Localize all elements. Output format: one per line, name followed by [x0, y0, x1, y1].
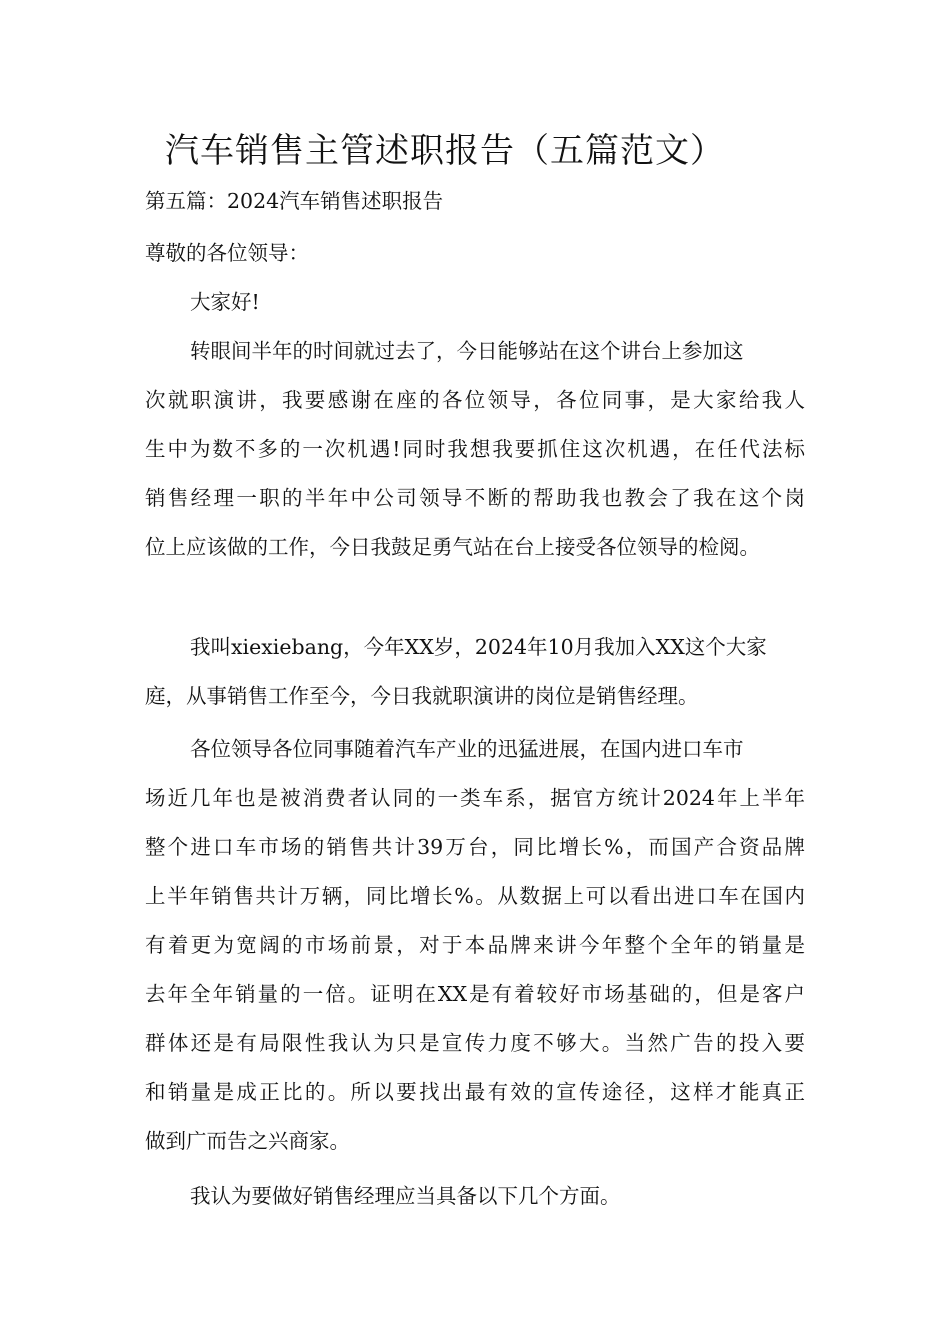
paragraph-line: 各位领导各位同事随着汽车产业的迅猛进展，在国内进口车市 [190, 737, 744, 761]
paragraph-line: 场近几年也是被消费者认同的一类车系，据官方统计2024年上半年 [145, 786, 805, 810]
paragraph-line: 销售经理一职的半年中公司领导不断的帮助我也教会了我在这个岗 [145, 486, 805, 510]
paragraph-line: 整个进口车市场的销售共计39万台，同比增长%，而国产合资品牌 [145, 835, 805, 859]
section-subtitle: 第五篇：2024汽车销售述职报告 [145, 189, 444, 213]
document-title: 汽车销售主管述职报告（五篇范文） [165, 131, 725, 171]
paragraph-line: 群体还是有局限性我认为只是宣传力度不够大。当然广告的投入要 [145, 1031, 805, 1055]
paragraph-line: 位上应该做的工作，今日我鼓足勇气站在台上接受各位领导的检阅。 [145, 535, 760, 559]
paragraph-line: 上半年销售共计万辆，同比增长%。从数据上可以看出进口车在国内 [145, 884, 805, 908]
greeting: 大家好! [190, 290, 260, 314]
salutation: 尊敬的各位领导： [145, 241, 309, 265]
paragraph-line: 我认为要做好销售经理应当具备以下几个方面。 [190, 1184, 621, 1208]
paragraph-line: 和销量是成正比的。所以要找出最有效的宣传途径，这样才能真正 [145, 1080, 805, 1104]
paragraph-line: 庭，从事销售工作至今，今日我就职演讲的岗位是销售经理。 [145, 684, 699, 708]
paragraph-line: 去年全年销量的一倍。证明在XX是有着较好市场基础的，但是客户 [145, 982, 805, 1006]
paragraph-line: 转眼间半年的时间就过去了，今日能够站在这个讲台上参加这 [190, 339, 744, 363]
paragraph-line: 做到广而告之兴商家。 [145, 1129, 350, 1153]
paragraph-line: 生中为数不多的一次机遇!同时我想我要抓住这次机遇，在任代法标 [145, 437, 805, 461]
paragraph-line: 我叫xiexiebang，今年XX岁，2024年10月我加入XX这个大家 [190, 635, 767, 659]
paragraph-line: 有着更为宽阔的市场前景，对于本品牌来讲今年整个全年的销量是 [145, 933, 805, 957]
paragraph-line: 次就职演讲，我要感谢在座的各位领导，各位同事，是大家给我人 [145, 388, 805, 412]
